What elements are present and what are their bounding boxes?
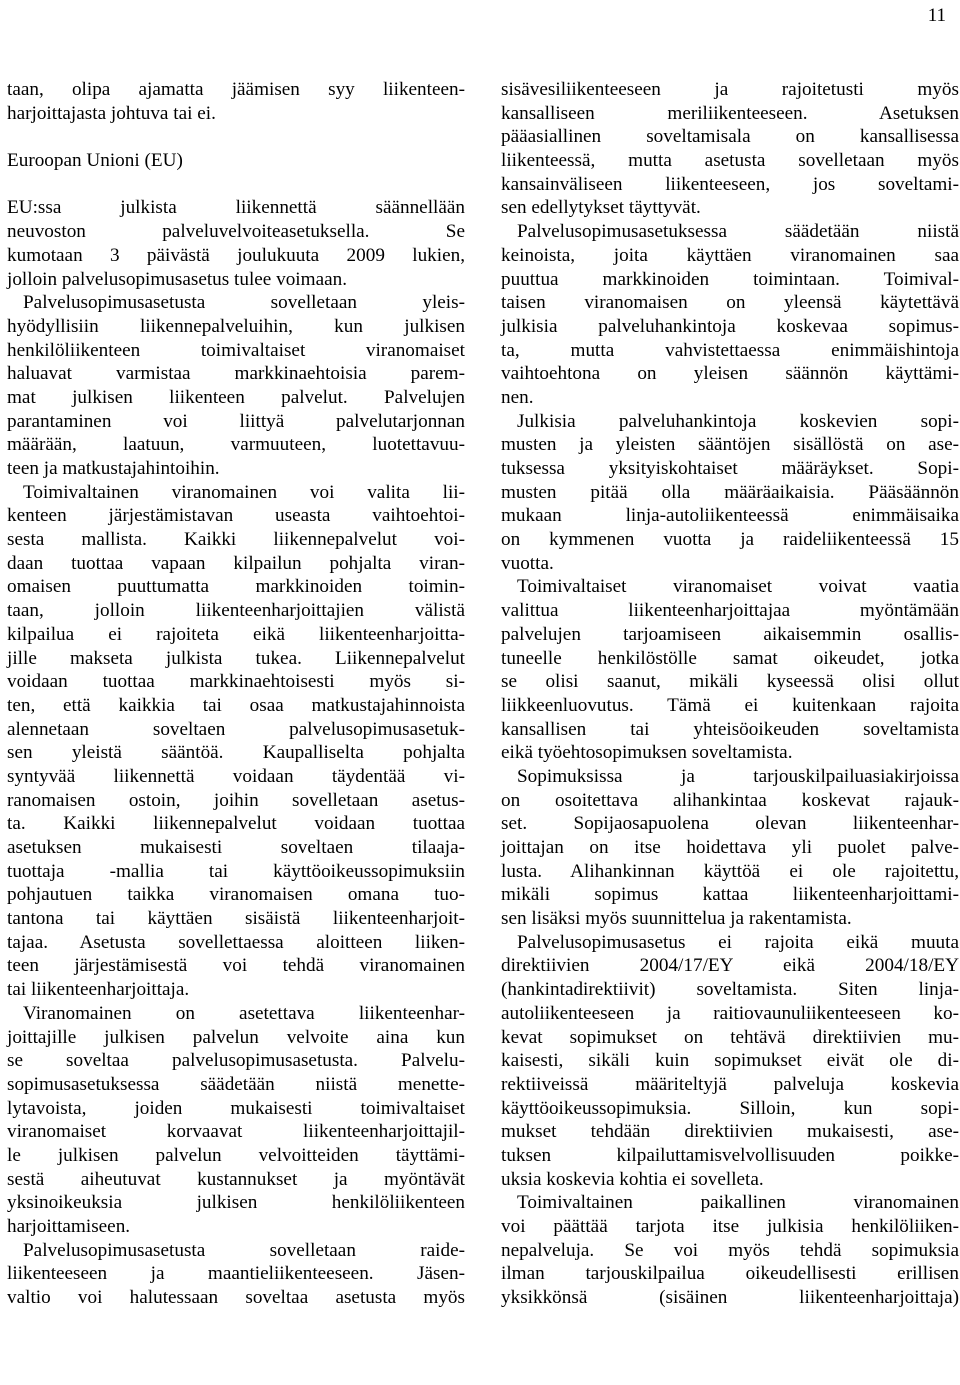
text-line: liikkeenluovutus. Tämä ei kuitenkaan rajoita <box>501 694 959 716</box>
text-line: sen lisäksi myös suunnittelua ja rakentamista. <box>501 908 852 930</box>
text-line: jolloin palvelusopimusasetus tulee voimaan. <box>7 268 347 290</box>
text-line: henkilöliikenteen toimivaltaiset viranomaiset <box>7 339 465 361</box>
text-line: nen. <box>501 386 534 408</box>
text-line: direktiivien 2004/17/EY eikä 2004/18/EY <box>501 955 959 977</box>
text-line: ilman tarjouskilpailua oikeudellisesti erillisen <box>501 1263 959 1285</box>
text-line: lusta. Alihankinnan käyttöä ei ole rajoitettu, <box>501 860 959 882</box>
text-line: (hankintadirektiivit) soveltamista. Siten linja- <box>501 979 959 1001</box>
text-line: rektiiveissä määriteltyjä palveluja koskevia <box>501 1073 959 1095</box>
text-line: tai liikenteenharjoittaja. <box>7 979 190 1001</box>
text-line: Palvelusopimusasetusta sovelletaan raide- <box>23 1239 465 1261</box>
text-line: keinoista, joita käyttäen viranomainen saa <box>501 244 959 266</box>
text-line: se olisi saanut, mikäli kyseessä olisi ollut <box>501 671 959 693</box>
text-line: kilpailua ei rajoiteta eikä liikenteenharjoitta- <box>7 623 465 645</box>
text-line: on osoitettava alihankintaa koskevat rajauk- <box>501 789 959 811</box>
text-line: harjoittajasta johtuva tai ei. <box>7 102 216 124</box>
text-line: kenteen järjestämistavan useasta vaihtoehtoi- <box>7 505 465 527</box>
text-line: sestä aiheutuvat kustannukset ja myöntävät <box>7 1168 465 1190</box>
text-line: määrään, laatuun, varmuuteen, luotettavuu- <box>7 434 465 456</box>
text-line: Viranomainen on asetettava liikenteenhar- <box>23 1002 465 1024</box>
text-line: musten ja yleisten sääntöjen sisällöstä on ase- <box>501 434 959 456</box>
text-line: musten pitää olla määräaikaisia. Pääsäännön <box>501 481 959 503</box>
text-line: sen edellytykset täyttyvät. <box>501 197 701 219</box>
text-line: ranomaisen ostoin, joihin sovelletaan asetus- <box>7 789 465 811</box>
text-line: viranomaiset korvaavat liikenteenharjoittajil- <box>7 1121 465 1143</box>
text-line: harjoittamiseen. <box>7 1216 131 1237</box>
text-line: tuksen kilpailuttamisvelvollisuuden poikke- <box>501 1144 959 1166</box>
text-line: Julkisia palveluhankintoja koskevien sopi- <box>517 410 959 432</box>
text-line: se soveltaa palvelusopimusasetusta. Palvelu- <box>7 1050 465 1072</box>
right-text-column <box>501 78 959 1310</box>
text-line: vuotta. <box>501 552 554 574</box>
text-line: teen ja matkustajahintoihin. <box>7 458 220 479</box>
text-line: Palvelusopimusasetus ei rajoita eikä muuta <box>517 931 959 953</box>
text-line: voidaan tuottaa markkinaehtoisesti myös si- <box>7 671 465 693</box>
text-line: kumotaan 3 päivästä joulukuuta 2009 lukien, <box>7 244 465 266</box>
text-line: Euroopan Unioni (EU) <box>7 150 183 172</box>
text-line: alennetaan soveltaen palvelusopimusasetuk- <box>7 718 465 740</box>
text-line: mukaan linja-autoliikenteessä enimmäisaika <box>501 505 959 527</box>
text-line: kansainväliseen liikenteeseen, jos soveltami- <box>501 173 959 195</box>
text-line: haluavat varmistaa markkinaehtoisia parem- <box>7 363 465 385</box>
text-line: tuneelle henkilöstölle samat oikeudet, jotka <box>501 647 959 669</box>
text-line: set. Sopijaosapuolena olevan liikenteenhar- <box>501 813 959 835</box>
text-line: liikenteeseen ja maantieliikenteeseen. Jäsen- <box>7 1263 465 1285</box>
text-line: taan, jolloin liikenteenharjoittajien välistä <box>7 600 465 622</box>
text-line: Palvelusopimusasetuksessa säädetään niistä <box>517 221 959 243</box>
text-line: liikenteessä, mutta asetusta sovelletaan myös <box>501 150 959 172</box>
text-line: ten, että kaikkia tai osaa matkustajahinnoista <box>7 694 465 716</box>
text-line: parantaminen voi liittyä palvelutarjonnan <box>7 410 465 432</box>
text-line: sopimusasetuksessa säädetään niistä menette- <box>7 1073 465 1095</box>
text-line: on kymmenen vuotta ja raideliikenteessä 15 <box>501 529 959 551</box>
text-line: hyödyllisiin liikennepalveluihin, kun julkisen <box>7 315 465 337</box>
text-line: valtio voi halutessaan soveltaa asetusta myös <box>7 1287 465 1309</box>
text-line: tantona tai käyttäen sisäistä liikenteenharjoit- <box>7 908 465 930</box>
text-line: taisen viranomaisen on yleensä käytettävä <box>501 292 959 314</box>
text-line: sesta mallista. Kaikki liikennepalvelut voi- <box>7 529 465 551</box>
text-line: joittajan on itse hoidettava yli puolet palve- <box>501 837 959 858</box>
page-number: 11 <box>927 5 946 26</box>
text-line: autoliikenteeseen ja raitiovaunuliikenteeseen ko- <box>501 1002 959 1024</box>
text-line: le julkisen palvelun velvoitteiden täyttämi- <box>7 1144 465 1166</box>
text-line: Toimivaltaiset viranomaiset voivat vaatia <box>517 576 959 598</box>
text-line: EU:ssa julkista liikennettä säännellään <box>7 197 465 219</box>
text-line: kaisesti, sikäli kuin sopimukset eivät ole di- <box>501 1050 959 1072</box>
text-line: vaihtoehtona on yleisen säännön käyttämi- <box>501 363 959 385</box>
text-line: jille makseta julkista tukea. Liikennepalvelut <box>7 647 465 669</box>
text-line: sisävesiliikenteeseen ja rajoitetusti myös <box>501 79 959 100</box>
text-line: tuottaja -mallia tai käyttöoikeussopimuksiin <box>7 860 465 882</box>
text-line: taan, olipa ajamatta jäämisen syy liikenteen- <box>7 79 465 100</box>
text-line: lytavoista, joiden mukaisesti toimivaltaiset <box>7 1097 465 1119</box>
text-line: omaisen puuttumatta markkinoiden toimin- <box>7 576 465 598</box>
text-line: mikäli sopimus kattaa liikenteenharjoittami- <box>501 884 959 906</box>
text-line: eikä työehtosopimuksen soveltamista. <box>501 742 793 764</box>
text-line: teen järjestämisestä voi tehdä viranomainen <box>7 955 465 977</box>
text-line: mukset tehdään direktiivien mukaisesti, ase- <box>501 1121 959 1143</box>
text-line: voi päättää tarjota itse julkisia henkilöliiken- <box>501 1216 959 1237</box>
text-line: Toimivaltainen viranomainen voi valita lii- <box>23 481 465 503</box>
text-line: joittajille julkisen palvelun velvoite aina kun <box>7 1026 465 1048</box>
text-line: nepalveluja. Se voi myös tehdä sopimuksia <box>501 1239 959 1261</box>
text-line: kansalliseen meriliikenteeseen. Asetuksen <box>501 102 959 124</box>
text-line: puuttua markkinoiden toimintaan. Toimival- <box>501 268 959 290</box>
text-line: julkisia palveluhankintoja koskevaa sopimus- <box>501 315 959 337</box>
text-line: sen yleistä sääntöä. Kaupalliselta pohjalta <box>7 742 465 764</box>
text-line: syntyvää liikennettä voidaan täydentää vi- <box>7 765 465 787</box>
text-line: Palvelusopimusasetusta sovelletaan yleis- <box>23 292 465 314</box>
text-line: Sopimuksissa ja tarjouskilpailuasiakirjoissa <box>517 765 959 787</box>
text-line: kevat sopimukset on tehtävä direktiivien mu- <box>501 1026 959 1048</box>
text-line: käyttöoikeussopimuksia. Silloin, kun sopi- <box>501 1097 959 1119</box>
text-line: pääasiallinen soveltamisala on kansallisessa <box>501 126 959 148</box>
text-line: palvelujen tarjoamiseen aikaisemmin osallis- <box>501 623 959 645</box>
text-line: ta. Kaikki liikennepalvelut voidaan tuottaa <box>7 813 465 835</box>
text-line: kansallisen tai yhteisöoikeuden soveltamista <box>501 718 959 740</box>
text-line: tuksessa yksityiskohtaiset määräykset. Sopi- <box>501 458 959 479</box>
text-line: Toimivaltainen paikallinen viranomainen <box>517 1192 959 1214</box>
text-line: ta, mutta vahvistettaessa enimmäishintoja <box>501 339 959 361</box>
left-text-column <box>7 78 465 1310</box>
text-line: tajaa. Asetusta sovellettaessa aloitteen liiken- <box>7 931 465 953</box>
text-line: daan tuottaa vapaan kilpailun pohjalta viran- <box>7 552 465 574</box>
text-line: neuvoston palveluvelvoiteasetuksella. Se <box>7 221 465 243</box>
text-line: valittua liikenteenharjoittajaa myöntämään <box>501 600 959 622</box>
text-line: yksikkönsä (sisäinen liikenteenharjoittaja) <box>501 1287 959 1309</box>
text-line: pohjautuen taikka viranomaisen omana tuo- <box>7 884 465 906</box>
text-line: mat julkisen liikenteen palvelut. Palvelujen <box>7 386 465 408</box>
text-line: yksinoikeuksia julkisen henkilöliikenteen <box>7 1192 465 1214</box>
text-line: asetuksen mukaisesti soveltaen tilaaja- <box>7 837 465 858</box>
text-line: uksia koskevia kohtia ei sovelleta. <box>501 1168 764 1190</box>
